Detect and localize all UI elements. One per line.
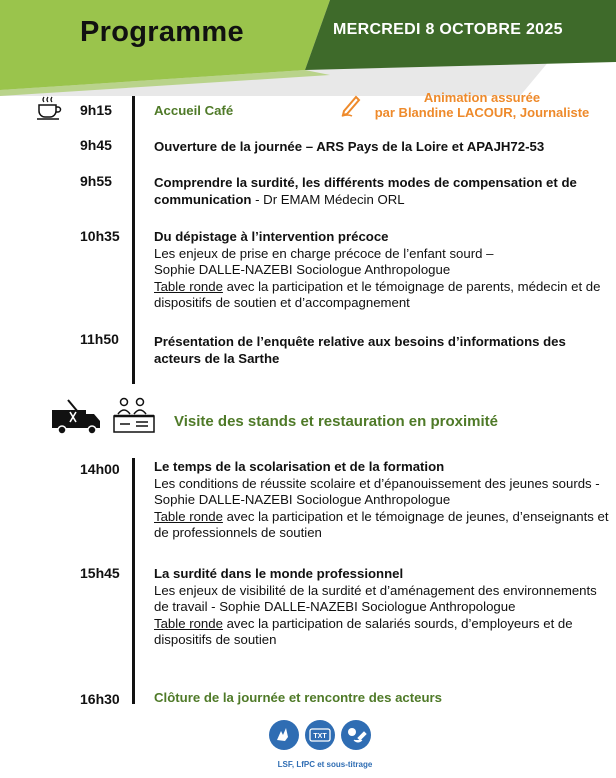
session-ouverture: Ouverture de la journée – ARS Pays de la Loire et APAJH72-53 [154,139,545,154]
time-10h35: 10h35 [80,228,120,244]
session-professionnel-desc: Les enjeux de visibilité de la surdité et d’aménagement des environnements de travail - Sophie DALLE-NAZEBI Sociologue Anthropologue [154,582,597,614]
event-date: MERCREDI 8 OCTOBRE 2025 [333,21,563,38]
accessibility-label: LSF, LfPC et sous-titrage [277,760,373,769]
table-ronde-label: Table ronde [154,508,223,524]
sign-language-icon [269,720,299,750]
food-truck-and-stand-icons [50,396,160,438]
animation-line-1: Animation assurée [423,90,541,105]
table-ronde-label: Table ronde [154,278,223,294]
session-surdite-speaker: - Dr EMAM Médecin ORL [251,191,405,207]
page-title: Programme [80,16,244,48]
session-depistage-title: Du dépistage à l’intervention précoce [154,229,389,244]
time-14h00: 14h00 [80,461,120,477]
stand-icon [114,399,154,433]
session-depistage-line2: Sophie DALLE-NAZEBI Sociologue Anthropologue [154,262,451,277]
pause-visite-stands: Visite des stands et restauration en proximité [174,413,498,430]
header-banner [0,0,616,96]
session-surdite [154,175,609,208]
session-depistage-round: avec la participation et le témoignage de parents, médecin et de dispositifs de soutien et d’accompagnement [154,278,601,310]
session-professionnel-round: avec la participation de salariés sourds, d’employeurs et de dispositifs de soutien [154,615,573,647]
session-scolarisation-desc: Les conditions de réussite scolaire et d’épanouissement des jeunes sourds - Sophie DALLE-NAZEBI Sociologue Anthropologue [154,475,600,507]
table-ronde-label: Table ronde [154,615,223,631]
txt-badge: TXT [313,733,327,740]
time-9h45: 9h45 [80,137,112,153]
session-scolarisation-title: Le temps de la scolarisation et de la formation [154,459,445,474]
session-scolarisation [154,459,609,542]
session-surdite-title: Comprendre la surdité, les différents modes de compensation et de communication [154,175,577,207]
accessibility-icons [268,718,378,754]
session-depistage-line1: Les enjeux de prise en charge précoce de l’enfant sourd – [154,245,494,261]
timeline-afternoon [132,458,135,704]
cued-speech-icon [341,720,371,750]
timeline-morning [132,96,135,384]
session-professionnel [154,566,609,649]
time-9h55: 9h55 [80,173,112,189]
time-16h30: 16h30 [80,691,120,707]
animation-line-2: par Blandine LACOUR, Journaliste [374,105,590,120]
session-accueil: Accueil Café [154,103,234,118]
time-9h15: 9h15 [80,102,112,118]
subtitles-icon [305,720,335,750]
session-enquete: Présentation de l’enquête relative aux besoins d’informations des acteurs de la Sarthe [154,334,566,366]
time-15h45: 15h45 [80,565,120,581]
session-depistage [154,229,609,312]
session-scolarisation-round: avec la participation et le témoignage de jeunes, d’enseignants et de professionnels de soutien [154,508,609,540]
coffee-cup-icon [36,96,62,120]
session-professionnel-title: La surdité dans le monde professionnel [154,566,404,581]
session-cloture: Clôture de la journée et rencontre des acteurs [154,690,443,705]
food-truck-icon [52,400,100,434]
time-11h50: 11h50 [80,331,119,347]
